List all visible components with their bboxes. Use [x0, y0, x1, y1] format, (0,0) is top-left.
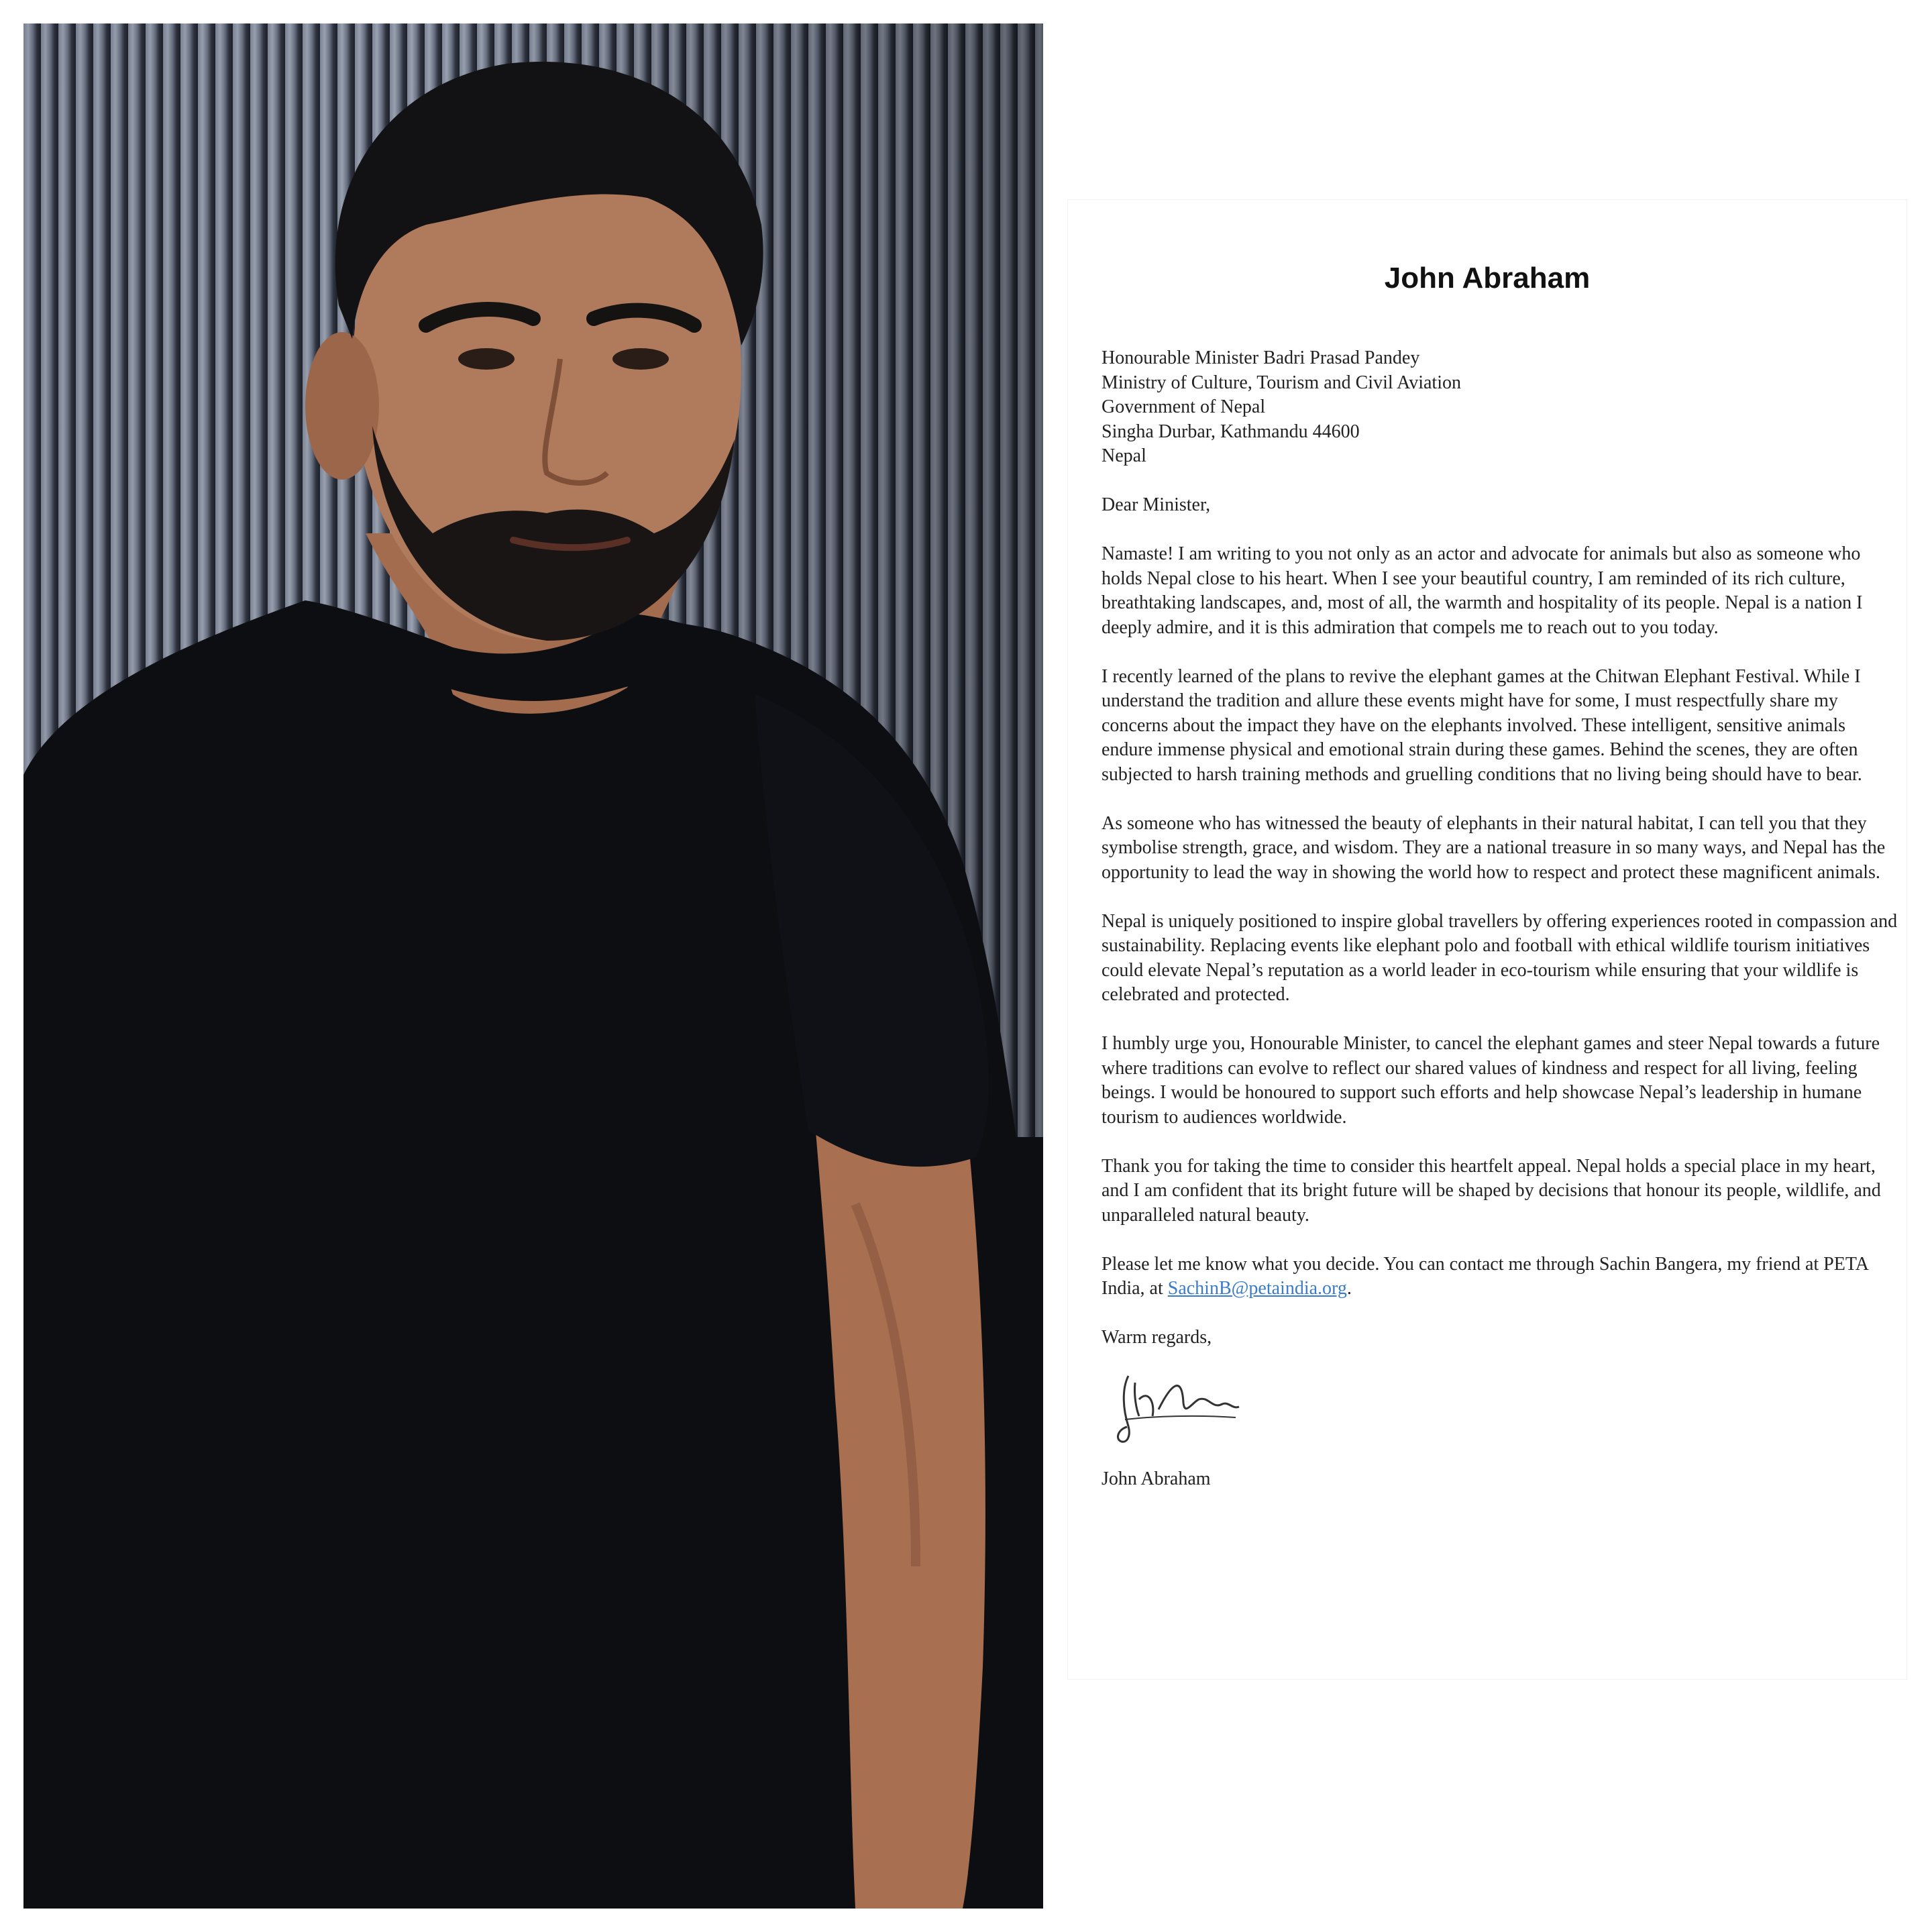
portrait-illustration: [23, 23, 1043, 1909]
signature: [1108, 1362, 1249, 1450]
address-line: Singha Durbar, Kathmandu 44600: [1102, 421, 1360, 442]
letter-paragraph: Thank you for taking the time to consider this heartfelt appeal. Nepal holds a special place in my heart, and I am confident that its bright future will be shaped by decisions that honour its people, wildlife, and unparalleled natural beauty.: [1102, 1155, 1881, 1226]
letter-paragraph: I humbly urge you, Honourable Minister, to cancel the elephant games and steer Nepal towards a future where traditions can evolve to reflect our shared values of kindness and respect for all living, feeling beings. I would be honoured to support such efforts and help showcase Nepal’s leadership in humane tourism to audiences worldwide.: [1102, 1033, 1880, 1128]
letter-body: [1102, 346, 1900, 1491]
email-link[interactable]: SachinB@petaindia.org: [1167, 1278, 1347, 1299]
letter-paragraph: Namaste! I am writing to you not only as an actor and advocate for animals but also as someone who holds Nepal close to his heart. When I see your beautiful country, I am reminded of its rich culture, breathtaking landscapes, and, most of all, the warmth and hospitality of its people. Nepal is a nation I deeply admire, and it is this admiration that compels me to reach out to you today.: [1102, 543, 1863, 638]
address-line: Honourable Minister Badri Prasad Pandey: [1102, 347, 1420, 368]
contact-text: Please let me know what you decide. You can contact me through Sachin Bangera, my friend at PETA India, at: [1102, 1253, 1868, 1299]
address-line: Nepal: [1102, 445, 1146, 466]
closing: Warm regards,: [1102, 1327, 1212, 1348]
eye-right: [612, 348, 669, 370]
signoff-name: John Abraham: [1102, 1468, 1211, 1489]
letter-paragraph: As someone who has witnessed the beauty of elephants in their natural habitat, I can tell you that they symbolise strength, grace, and wisdom. They are a national treasure in so many ways, and Nepal has the opportunity to lead the way in showing the world how to respect and protect these magnificent animals.: [1102, 812, 1886, 883]
letter-paragraph: I recently learned of the plans to revive the elephant games at the Chitwan Elephant Festival. While I understand the tradition and allure these events might have for some, I must respectfully share my concerns about the impact they have on the elephants involved. These intelligent, sensitive animals endure immense physical and emotional strain during these games. Behind the scenes, they are often subjected to harsh training methods and gruelling conditions that no living being should have to bear.: [1102, 665, 1862, 785]
portrait-photo: [23, 23, 1043, 1909]
address-line: Government of Nepal: [1102, 396, 1266, 417]
letter-page: [1068, 200, 1907, 1679]
address-line: Ministry of Culture, Tourism and Civil Aviation: [1102, 372, 1461, 393]
recipient-address: [1102, 346, 1900, 469]
contact-end: .: [1346, 1278, 1352, 1299]
eye-left: [458, 348, 515, 370]
contact-paragraph: [1102, 1252, 1900, 1301]
letter-paragraph: Nepal is uniquely positioned to inspire global travellers by offering experiences rooted in compassion and sustainability. Replacing events like elephant polo and football with ethical wildlife tourism initiatives could elevate Nepal’s reputation as a world leader in eco-tourism while ensuring that your wildlife is celebrated and protected.: [1102, 910, 1898, 1005]
letter-title: John Abraham: [1384, 262, 1591, 294]
salutation: Dear Minister,: [1102, 494, 1211, 515]
ear: [305, 332, 379, 480]
